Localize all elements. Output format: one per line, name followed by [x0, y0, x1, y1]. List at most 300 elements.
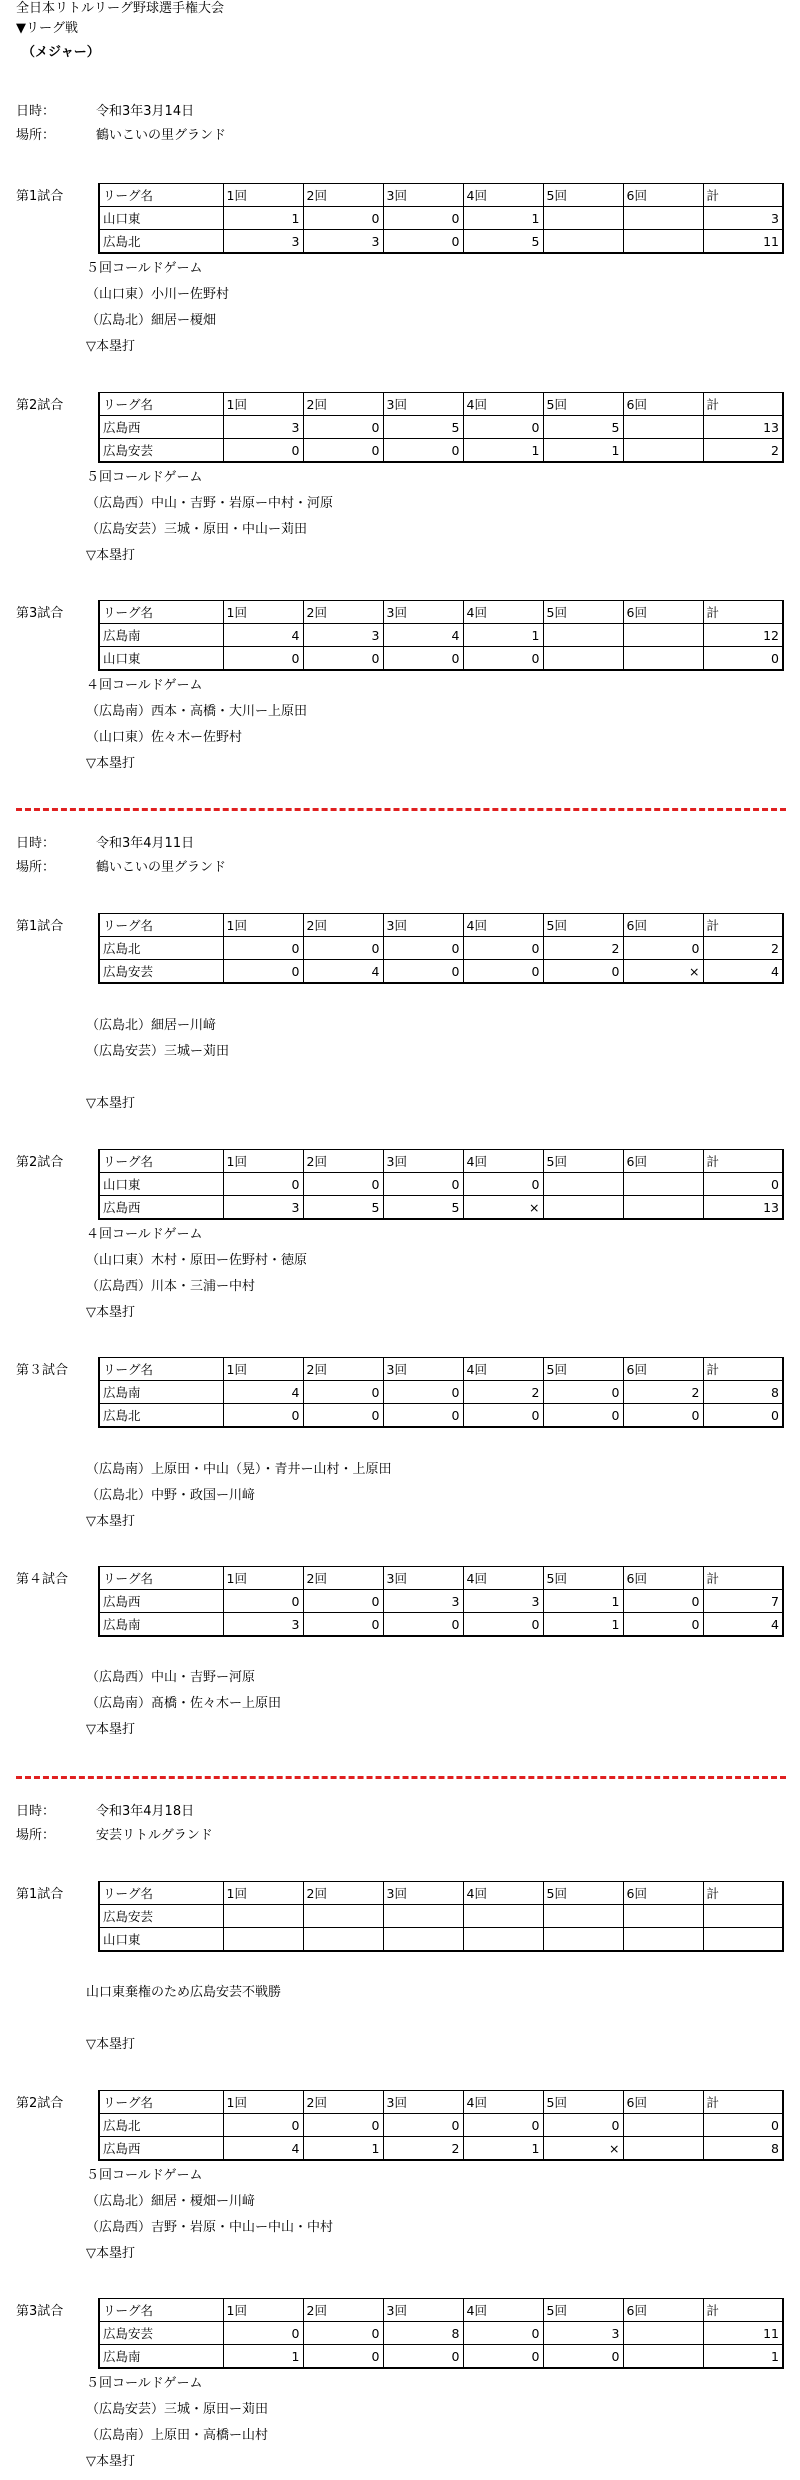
inning-score: 0 [223, 1404, 303, 1428]
team-row [99, 416, 783, 439]
total-score: 13 [703, 416, 783, 439]
header-cell: 2回 [303, 1567, 383, 1590]
inning-score [623, 1928, 703, 1952]
inning-score: 4 [303, 960, 383, 984]
day-info [16, 1800, 213, 1848]
game-notes [86, 1431, 392, 1535]
team-name: 山口東 [99, 647, 223, 671]
header-cell: 5回 [543, 1567, 623, 1590]
score-table [98, 913, 784, 984]
header-cell: 5回 [543, 1150, 623, 1173]
note-line: ５回コールドゲーム [86, 470, 203, 485]
team-row [99, 1404, 783, 1428]
total-score: 3 [703, 207, 783, 230]
team-name: 広島南 [99, 1381, 223, 1404]
team-row [99, 1613, 783, 1637]
header-cell: 3回 [383, 601, 463, 624]
header-row [99, 393, 783, 416]
game-notes [86, 673, 307, 777]
inning-score: 0 [623, 1404, 703, 1428]
inning-score [623, 624, 703, 647]
total-score [703, 1928, 783, 1952]
inning-score: 0 [463, 2114, 543, 2137]
inning-score: 1 [543, 1613, 623, 1637]
inning-score: 0 [383, 2345, 463, 2369]
header-row [99, 184, 783, 207]
inning-score: 8 [383, 2322, 463, 2345]
note-line: （広島西）吉野・岩原・中山ー中山・中村 [86, 2220, 334, 2235]
note-line: （広島南）上原田・中山（晃）・青井ー山村・上原田 [86, 1462, 392, 1477]
header-cell: 1回 [223, 1150, 303, 1173]
inning-score: 0 [303, 207, 383, 230]
team-row [99, 1196, 783, 1220]
inning-score: 5 [383, 416, 463, 439]
total-score: 0 [703, 1404, 783, 1428]
inning-score [623, 2137, 703, 2161]
total-score: 8 [703, 1381, 783, 1404]
division-heading: （メジャー） [22, 45, 100, 60]
header-cell: リーグ名 [99, 1358, 223, 1381]
team-row [99, 2322, 783, 2345]
team-name: 広島北 [99, 230, 223, 254]
note-line: ▽本塁打 [86, 548, 135, 563]
inning-score [463, 1905, 543, 1928]
inning-score [543, 230, 623, 254]
inning-score [223, 1905, 303, 1928]
header-cell: 4回 [463, 1882, 543, 1905]
header-cell: 2回 [303, 2091, 383, 2114]
header-cell: 3回 [383, 1882, 463, 1905]
note-line [86, 1065, 229, 1091]
header-cell: リーグ名 [99, 2299, 223, 2322]
header-cell: 6回 [623, 601, 703, 624]
team-name: 山口東 [99, 207, 223, 230]
header-cell: リーグ名 [99, 601, 223, 624]
total-score: 8 [703, 2137, 783, 2161]
section-divider [16, 1776, 786, 1779]
note-line: （広島北）細居ー川﨑 [86, 1018, 217, 1033]
header-cell: リーグ名 [99, 1882, 223, 1905]
header-cell: 3回 [383, 393, 463, 416]
inning-score: 0 [623, 1613, 703, 1637]
inning-score: 0 [303, 937, 383, 960]
inning-score: 0 [383, 1404, 463, 1428]
game-notes [86, 465, 333, 569]
inning-score: 4 [223, 624, 303, 647]
note-line: 山口東棄権のため広島安芸不戦勝 [86, 1985, 282, 2000]
total-score: 11 [703, 230, 783, 254]
inning-score [623, 2114, 703, 2137]
header-cell: 1回 [223, 1358, 303, 1381]
day-info [16, 832, 226, 880]
header-cell: 計 [703, 184, 783, 207]
inning-score: 3 [543, 2322, 623, 2345]
inning-score [223, 1928, 303, 1952]
inning-score [303, 1928, 383, 1952]
score-table [98, 2090, 784, 2161]
note-line: （広島南）髙橋・佐々木ー上原田 [86, 1696, 282, 1711]
date-value: 令和3年4月11日 [96, 836, 195, 851]
header-cell: 6回 [623, 184, 703, 207]
note-line: （広島西）中山・吉野ー河原 [86, 1670, 256, 1685]
date-label: 日時： [16, 1804, 56, 1819]
header-cell: リーグ名 [99, 1567, 223, 1590]
inning-score: 0 [383, 207, 463, 230]
inning-score: 0 [543, 1381, 623, 1404]
header-cell: 計 [703, 1567, 783, 1590]
game-label: 第2試合 [16, 2096, 64, 2111]
header-cell: 5回 [543, 184, 623, 207]
header-cell: 6回 [623, 1882, 703, 1905]
inning-score: 0 [223, 1590, 303, 1613]
game-label: 第3試合 [16, 2304, 64, 2319]
header-cell: 1回 [223, 1567, 303, 1590]
header-cell: 1回 [223, 2091, 303, 2114]
inning-score: 0 [303, 647, 383, 671]
header-cell: 計 [703, 914, 783, 937]
note-line: （広島北）中野・政国ー川﨑 [86, 1488, 256, 1503]
note-line: ▽本塁打 [86, 339, 135, 354]
header-cell: 計 [703, 2299, 783, 2322]
header-cell: 1回 [223, 184, 303, 207]
note-line: （広島南）西本・高橋・大川ー上原田 [86, 704, 308, 719]
inning-score: 5 [463, 230, 543, 254]
header-cell: 4回 [463, 601, 543, 624]
note-line: （山口東）小川ー佐野村 [86, 287, 230, 302]
inning-score: 0 [303, 1404, 383, 1428]
inning-score [623, 1905, 703, 1928]
header-cell: 6回 [623, 1150, 703, 1173]
total-score: 2 [703, 937, 783, 960]
team-name: 広島西 [99, 1196, 223, 1220]
team-name: 広島北 [99, 1404, 223, 1428]
inning-score [623, 207, 703, 230]
header-cell: 6回 [623, 1358, 703, 1381]
note-line: （山口東）木村・原田ー佐野村・徳原 [86, 1253, 308, 1268]
team-row [99, 937, 783, 960]
total-score: 0 [703, 2114, 783, 2137]
inning-score: 0 [383, 2114, 463, 2137]
inning-score: 0 [223, 1173, 303, 1196]
header-cell: リーグ名 [99, 393, 223, 416]
venue-label: 場所： [16, 128, 56, 143]
game-notes [86, 1222, 307, 1326]
team-name: 山口東 [99, 1928, 223, 1952]
header-cell: 2回 [303, 2299, 383, 2322]
header-cell: 4回 [463, 1567, 543, 1590]
total-score: 12 [703, 624, 783, 647]
header-cell: 2回 [303, 1882, 383, 1905]
note-line: ５回コールドゲーム [86, 2376, 203, 2391]
inning-score: 1 [463, 2137, 543, 2161]
inning-score [543, 1196, 623, 1220]
inning-score: × [543, 2137, 623, 2161]
total-score [703, 1905, 783, 1928]
game-label: 第1試合 [16, 189, 64, 204]
inning-score [463, 1928, 543, 1952]
header-cell: 計 [703, 1150, 783, 1173]
inning-score: 0 [383, 960, 463, 984]
header-row [99, 1358, 783, 1381]
note-line: ▽本塁打 [86, 2246, 135, 2261]
date-label: 日時： [16, 836, 56, 851]
inning-score: 0 [463, 937, 543, 960]
note-line [86, 1431, 392, 1457]
inning-score: 0 [303, 1590, 383, 1613]
game-label: 第３試合 [16, 1363, 69, 1378]
team-row [99, 1590, 783, 1613]
score-table [98, 1566, 784, 1637]
inning-score: 0 [303, 439, 383, 463]
inning-score [623, 1196, 703, 1220]
inning-score: 0 [463, 647, 543, 671]
game-notes [86, 2163, 333, 2267]
note-line: （山口東）佐々木ー佐野村 [86, 730, 243, 745]
header-cell: 2回 [303, 601, 383, 624]
inning-score: 0 [383, 439, 463, 463]
note-line: （広島北）細居ー榎畑 [86, 313, 217, 328]
score-table [98, 1881, 784, 1952]
header-cell: 2回 [303, 393, 383, 416]
inning-score: 0 [223, 647, 303, 671]
inning-score: 0 [623, 937, 703, 960]
header-cell: 4回 [463, 2091, 543, 2114]
header-row [99, 2091, 783, 2114]
header-cell: 5回 [543, 1358, 623, 1381]
inning-score: 0 [463, 2345, 543, 2369]
team-row [99, 624, 783, 647]
score-table [98, 2298, 784, 2369]
inning-score: 0 [223, 439, 303, 463]
header-cell: 1回 [223, 2299, 303, 2322]
team-row [99, 2137, 783, 2161]
note-line: ５回コールドゲーム [86, 261, 203, 276]
inning-score [543, 1173, 623, 1196]
inning-score [623, 2322, 703, 2345]
team-name: 広島安芸 [99, 1905, 223, 1928]
inning-score: 2 [463, 1381, 543, 1404]
note-line: ４回コールドゲーム [86, 678, 203, 693]
inning-score: 0 [463, 1404, 543, 1428]
inning-score: 0 [543, 960, 623, 984]
header-cell: 6回 [623, 393, 703, 416]
header-cell: 5回 [543, 1882, 623, 1905]
header-cell: 3回 [383, 1358, 463, 1381]
header-cell: 3回 [383, 1150, 463, 1173]
inning-score: 0 [383, 1381, 463, 1404]
total-score: 13 [703, 1196, 783, 1220]
header-cell: 1回 [223, 1882, 303, 1905]
inning-score: 3 [223, 1613, 303, 1637]
inning-score: 2 [543, 937, 623, 960]
header-cell: 6回 [623, 2299, 703, 2322]
total-score: 4 [703, 960, 783, 984]
inning-score: 1 [463, 439, 543, 463]
date-value: 令和3年3月14日 [96, 104, 195, 119]
header-cell: リーグ名 [99, 914, 223, 937]
header-cell: 1回 [223, 393, 303, 416]
inning-score [623, 439, 703, 463]
score-table [98, 1357, 784, 1428]
inning-score: × [463, 1196, 543, 1220]
date-value: 令和3年4月18日 [96, 1804, 195, 1819]
inning-score: 0 [303, 2114, 383, 2137]
note-line [86, 1639, 281, 1665]
team-row [99, 207, 783, 230]
note-line: （広島西）川本・三浦ー中村 [86, 1279, 256, 1294]
inning-score: 4 [223, 1381, 303, 1404]
header-cell: 計 [703, 1358, 783, 1381]
inning-score: 0 [303, 1613, 383, 1637]
header-cell: 4回 [463, 393, 543, 416]
inning-score: 0 [463, 1173, 543, 1196]
note-line: ４回コールドゲーム [86, 1227, 203, 1242]
note-line: （広島安芸）三城・原田・中山ー苅田 [86, 522, 308, 537]
inning-score: 1 [303, 2137, 383, 2161]
inning-score: 0 [543, 1404, 623, 1428]
team-row [99, 2114, 783, 2137]
note-line: ▽本塁打 [86, 1096, 135, 1111]
header-cell: 計 [703, 2091, 783, 2114]
team-row [99, 2345, 783, 2369]
header-cell: 2回 [303, 1358, 383, 1381]
score-table [98, 600, 784, 671]
header-cell: 1回 [223, 914, 303, 937]
header-cell: 3回 [383, 2299, 463, 2322]
header-row [99, 1882, 783, 1905]
total-score: 0 [703, 1173, 783, 1196]
venue-value: 安芸リトルグランド [96, 1828, 213, 1843]
team-name: 広島西 [99, 416, 223, 439]
team-row [99, 960, 783, 984]
header-cell: 5回 [543, 393, 623, 416]
inning-score: 0 [383, 1613, 463, 1637]
team-name: 広島西 [99, 2137, 223, 2161]
inning-score: 0 [303, 2322, 383, 2345]
team-row [99, 1905, 783, 1928]
venue-label: 場所： [16, 1828, 56, 1843]
inning-score: 1 [463, 207, 543, 230]
inning-score: 0 [303, 1381, 383, 1404]
header-cell: 5回 [543, 914, 623, 937]
game-notes [86, 1639, 281, 1743]
note-line: ▽本塁打 [86, 2037, 135, 2052]
inning-score [303, 1905, 383, 1928]
inning-score: 3 [383, 1590, 463, 1613]
inning-score: 3 [223, 1196, 303, 1220]
inning-score: 2 [623, 1381, 703, 1404]
inning-score: 0 [383, 1173, 463, 1196]
team-name: 広島安芸 [99, 439, 223, 463]
note-line: （広島安芸）三城ー苅田 [86, 1044, 230, 1059]
inning-score: 0 [303, 1173, 383, 1196]
inning-score: 0 [383, 230, 463, 254]
inning-score: 0 [383, 647, 463, 671]
header-cell: 4回 [463, 1358, 543, 1381]
team-row [99, 1381, 783, 1404]
note-line: ▽本塁打 [86, 1722, 135, 1737]
note-line: ▽本塁打 [86, 756, 135, 771]
score-table [98, 1149, 784, 1220]
note-line: ▽本塁打 [86, 1514, 135, 1529]
header-cell: 4回 [463, 914, 543, 937]
total-score: 1 [703, 2345, 783, 2369]
venue-value: 鶴いこいの里グランド [96, 860, 227, 875]
game-notes [86, 2371, 268, 2475]
team-row [99, 647, 783, 671]
team-row [99, 230, 783, 254]
game-label: 第1試合 [16, 919, 64, 934]
header-cell: 5回 [543, 2091, 623, 2114]
inning-score: 5 [303, 1196, 383, 1220]
team-name: 広島安芸 [99, 960, 223, 984]
header-cell: 2回 [303, 184, 383, 207]
header-row [99, 601, 783, 624]
inning-score: 3 [463, 1590, 543, 1613]
total-score: 0 [703, 647, 783, 671]
note-line [86, 987, 229, 1013]
header-cell: 1回 [223, 601, 303, 624]
score-table [98, 392, 784, 463]
game-notes [86, 987, 229, 1117]
inning-score: 4 [383, 624, 463, 647]
note-line: （広島北）細居・榎畑ー川﨑 [86, 2194, 256, 2209]
note-line: （広島南）上原田・高橋ー山村 [86, 2428, 269, 2443]
game-label: 第2試合 [16, 1155, 64, 1170]
game-label: 第3試合 [16, 606, 64, 621]
inning-score: 0 [383, 937, 463, 960]
inning-score [543, 624, 623, 647]
inning-score: × [623, 960, 703, 984]
header-cell: 4回 [463, 2299, 543, 2322]
inning-score [623, 416, 703, 439]
header-cell: 2回 [303, 1150, 383, 1173]
inning-score [623, 2345, 703, 2369]
note-line: ▽本塁打 [86, 1305, 135, 1320]
day-info [16, 100, 226, 148]
note-line: ▽本塁打 [86, 2454, 135, 2469]
header-cell: 5回 [543, 2299, 623, 2322]
inning-score: 1 [543, 439, 623, 463]
header-cell: 3回 [383, 2091, 463, 2114]
header-row [99, 2299, 783, 2322]
inning-score: 0 [623, 1590, 703, 1613]
inning-score [543, 647, 623, 671]
header-cell: 計 [703, 601, 783, 624]
note-line: ５回コールドゲーム [86, 2168, 203, 2183]
total-score: 11 [703, 2322, 783, 2345]
note-line [86, 2006, 281, 2032]
team-name: 山口東 [99, 1173, 223, 1196]
team-row [99, 1928, 783, 1952]
team-name: 広島北 [99, 2114, 223, 2137]
game-label: 第４試合 [16, 1572, 69, 1587]
header-cell: 3回 [383, 914, 463, 937]
header-cell: 4回 [463, 1150, 543, 1173]
inning-score: 3 [303, 624, 383, 647]
header-cell: 計 [703, 393, 783, 416]
inning-score [543, 1928, 623, 1952]
note-line: （広島西）中山・吉野・岩原ー中村・河原 [86, 496, 334, 511]
team-name: 広島南 [99, 624, 223, 647]
header-row [99, 914, 783, 937]
header-cell: リーグ名 [99, 1150, 223, 1173]
league-heading: ▼リーグ戦 [16, 21, 78, 36]
team-name: 広島北 [99, 937, 223, 960]
inning-score: 0 [303, 416, 383, 439]
header-row [99, 1150, 783, 1173]
inning-score: 3 [223, 230, 303, 254]
